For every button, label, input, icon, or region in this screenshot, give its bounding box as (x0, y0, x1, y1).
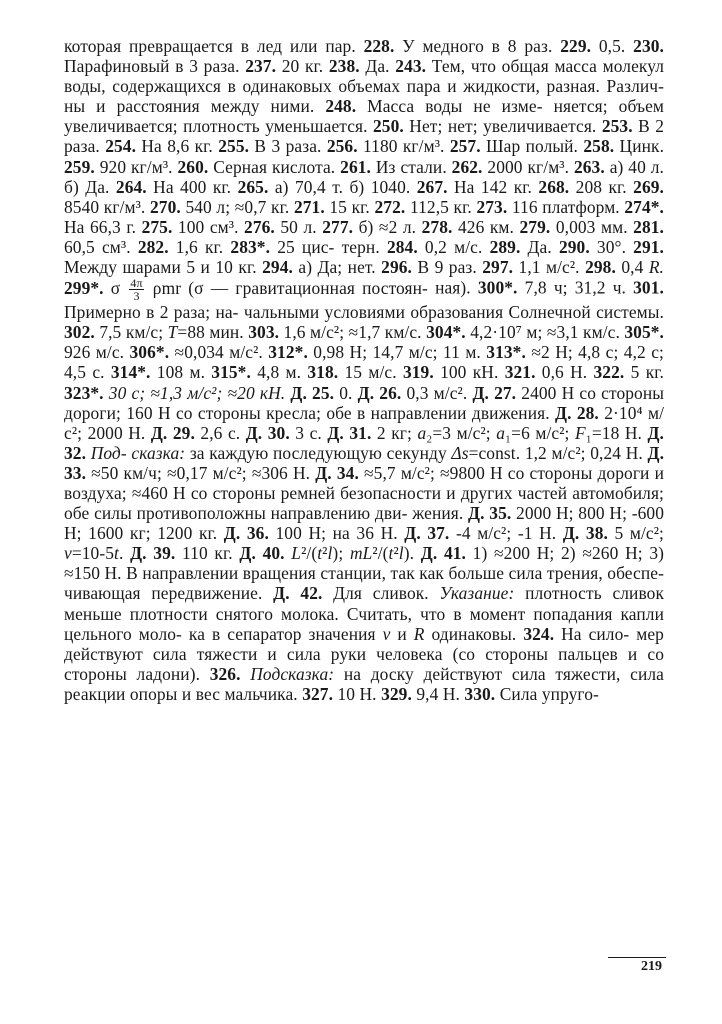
italic-text: t (317, 543, 323, 564)
problem-number: 301. (633, 277, 664, 298)
text-line: 265. а) 70,4 т. б) 1040. 267. На 142 кг. 268. 208 кг. (237, 176, 627, 197)
italic-text: Δs (451, 442, 469, 463)
problem-number: 257. (449, 136, 481, 157)
problem-number: 261. (340, 156, 371, 177)
problem-number: 271. (293, 196, 325, 217)
problem-number: 330. (464, 683, 496, 704)
problem-number: 259. (64, 156, 95, 177)
problem-number: 324. (523, 623, 555, 644)
text-line: стали. 262. 2000 кг/м³. 263. а) 40 л. б) Да. 264. На 400 кг. (64, 156, 664, 197)
text-line: v=10-5t. Д. 39. 110 кг. Д. 40. L²/(t²l); mL²/(t²l). (64, 543, 415, 564)
fraction-numerator: 4π (130, 276, 143, 291)
problem-number: 319. (402, 362, 434, 383)
text-line: ≈460 Н со стороны ремней безопасности и других частей (131, 482, 568, 503)
problem-number: Д. 31. (327, 422, 372, 443)
italic-text: a (496, 422, 505, 443)
text-line: 279. 0,003 мм. 281. 60,5 см³. 282. 1,6 кг. 283*. 25 цис- (64, 216, 665, 257)
problem-number: Д. 32. (64, 422, 664, 463)
text-line: сказка: за каждую последующую секунду Δs=const. (131, 442, 521, 463)
italic-text: t (388, 543, 394, 564)
text-line: 304*. 4,2·10⁷ м; ≈3,1 км/с. 305*. 926 м/с. 306*. ≈0,034 м/с². (64, 322, 665, 363)
text-line: мер действуют сила тяжести и сила руки человека (со (64, 623, 664, 664)
problem-number: 281. (633, 216, 665, 237)
problem-number: 255. (218, 136, 250, 157)
text-line: 314*. 108 м. 315*. 4,8 м. 318. 15 м/с. 319. 100 кН. (110, 362, 499, 383)
text-line: чальными условиями образования Солнечной системы. (243, 302, 664, 323)
problem-number: 282. (137, 236, 169, 257)
text-line: ная). 300*. 7,8 ч; 31,2 ч. 301. Примерно в 2 раза; на- (64, 277, 664, 323)
text-line: вращения станции, так как больше сила трения, обеспе- (242, 563, 664, 584)
text-line: 302. 7,5 км/с; T=88 мин. 303. 1,6 м/с²; ≈1,7 км/с. (64, 322, 422, 343)
problem-number: Д. 27. (472, 382, 517, 403)
text-line: Считать, что в момент попадания капли цельного моло- (64, 603, 664, 644)
text-line: 275. 100 см³. 276. 50 л. 277. б) ≈2 л. 278. 426 км. (141, 216, 514, 237)
problem-number: 322. (593, 362, 625, 383)
problem-number: 305*. (624, 322, 665, 343)
problem-number: 315*. (211, 362, 251, 383)
text-line: Д. 41. 1) ≈200 Н; 2) ≈260 Н; 3) ≈150 Н. В направлении (64, 543, 665, 584)
italic-text: Под- (90, 442, 127, 463)
problem-number: 275. (141, 216, 173, 237)
answers-text (64, 36, 664, 704)
text-line: чивающая передвижение. Д. 42. Для сливок. Указание: (64, 583, 515, 604)
text-line: 243. Тем, что общая масса молекул воды, содержащихся (64, 56, 664, 97)
problem-number: 291. (633, 236, 665, 257)
text-line: 1,2 м/с²; 0,24 Н. Д. 33. ≈50 км/ч; ≈0,17 м/с²; ≈306 Н. (64, 442, 665, 483)
problem-number: 312*. (268, 342, 308, 363)
problem-number: 228. (363, 36, 395, 56)
problem-number: Д. 39. (130, 543, 176, 564)
problem-number: 303. (248, 322, 280, 343)
text-line: автомобиля; обе силы противоположны направлению дви- (64, 482, 664, 524)
text-line: Д. 31. 2 кг; a₂=3 м/с²; a₁=6 м/с²; F₁=18 Н. Д. 32. Под- (64, 422, 664, 463)
italic-text: l (398, 543, 404, 564)
text-line: 5 и 10 кг. 294. а) Да; нет. 296. В 9 раз. 297. 1,1 м/с². (186, 257, 580, 278)
italic-text: t (114, 543, 119, 564)
problem-number: 256. (326, 136, 358, 157)
text-line: 298. 0,4 R. 299*. σ $\frac{4\pi}{3}$ ρmr (σ — гравитационная постоян- (64, 257, 664, 304)
problem-number: 313*. (486, 342, 526, 363)
problem-number: 318. (307, 362, 339, 383)
answers-page (64, 36, 664, 704)
text-line: ны и расстояния между ними. 248. Масса воды не изме- (64, 96, 543, 117)
problem-number: 283*. (230, 236, 271, 257)
italic-text: L (291, 543, 302, 564)
problem-number: 265. (237, 176, 269, 197)
problem-number: Д. 26. (357, 382, 402, 403)
text-line: плотность сливок меньше плотности снятого молока. (64, 583, 664, 624)
text-line: 272. 112,5 кг. 273. 116 платформ. 274*. На 66,3 г. (64, 196, 664, 237)
problem-number: Д. 25. (290, 382, 335, 403)
problem-number: 274*. (624, 196, 664, 217)
problem-number: 250. (373, 116, 404, 137)
italic-text: R (413, 623, 425, 644)
italic-text: a (417, 422, 427, 443)
problem-number: 284. (386, 236, 418, 257)
italic-text: v (64, 543, 72, 564)
problem-number: 237. (245, 56, 277, 77)
page-footer (608, 957, 666, 975)
text-line: 321. 0,6 Н. 322. 5 кг. 323*. 30 с; ≈1,3 м/с²; ≈20 кН. (64, 362, 664, 403)
italic-text: v (382, 623, 391, 644)
problem-number: 260. (177, 156, 209, 177)
problem-number: 321. (504, 362, 536, 383)
text-line: 229. 0,5. 230. Парафиновый в 3 раза. 237. 20 кг. 238. Да. (64, 36, 665, 77)
problem-number: 290. (558, 236, 590, 257)
problem-number: 267. (416, 176, 448, 197)
problem-number: 304*. (426, 322, 466, 343)
italic-text: Подсказка: (250, 663, 335, 684)
problem-number: 302. (64, 322, 95, 343)
problem-number: 269. (633, 176, 664, 197)
text-line: ка в сепаратор значения v и R одинаковы. 324. На сило- (188, 623, 630, 644)
text-line: 269. 8540 кг/м³. 270. 540 л; ≈0,7 кг. 271. 15 кг. (64, 176, 664, 217)
problem-number: Д. 35. (468, 503, 512, 524)
italic-text: l (327, 543, 333, 564)
fraction-denominator: 3 (133, 289, 140, 304)
text-line: в одинаковых объемах пара и жидкости, разная. Различ- (227, 76, 664, 97)
problem-number: 268. (538, 176, 570, 197)
problem-number: 296. (381, 257, 413, 278)
text-line: Д. 28. 2·10⁴ м/с²; 2000 Н. Д. 29. 2,6 с. Д. 30. 3 с. (64, 402, 665, 443)
problem-number: 278. (421, 216, 453, 237)
problem-number: Д. 28. (555, 402, 599, 423)
text-line: стороны пальцев и со стороны ладони). 326. Подсказка: (64, 643, 664, 684)
italic-text: F (574, 422, 586, 443)
text-line: няется; объем увеличивается; плотность уменьшается. (64, 96, 664, 137)
page-number: 219 (641, 959, 662, 974)
text-line: которая превращается в лед или пар. 228. У медного в 8 раз. (64, 36, 553, 56)
text-line: вес мальчика. 327. 10 Н. 329. 9,4 Н. 330. Сила упруго- (195, 683, 599, 704)
text-line: терн. 284. 0,2 м/с. 289. Да. 290. 30°. 291. Между шарами (64, 236, 665, 278)
text-line: 160 Н со стороны кресла; обе в направлении движения. (126, 402, 550, 423)
problem-number: 323*. (64, 382, 104, 403)
text-line: 255. В 3 раза. 256. 1180 кг/м³. 257. Шар полый. (218, 136, 578, 157)
problem-number: 270. (149, 196, 181, 217)
problem-number: 294. (262, 257, 293, 278)
problem-number: 306*. (129, 342, 170, 363)
problem-number: Д. 34. (315, 462, 359, 483)
problem-number: 276. (244, 216, 275, 237)
problem-number: Д. 30. (245, 422, 290, 443)
problem-number: 299*. (64, 277, 104, 298)
problem-number: Д. 36. (223, 523, 269, 544)
problem-number: 230. (633, 36, 665, 56)
problem-number: Д. 40. (239, 543, 285, 564)
italic-text: T (167, 322, 178, 343)
fraction (129, 277, 143, 302)
italic-text: 30 с; ≈1,3 м/с²; ≈20 кН. (108, 382, 286, 403)
problem-number: 298. (585, 257, 616, 278)
problem-number: 273. (476, 196, 508, 217)
text-line: 250. Нет; нет; увеличивается. 253. В 2 раза. 254. На 8,6 кг. (64, 116, 665, 157)
italic-text: Указание: (439, 583, 515, 604)
problem-number: Д. 38. (562, 523, 608, 544)
text-line: Д. 36. 100 Н; на 36 Н. Д. 37. -4 м/с²; -1 Н. Д. 38. 5 м/с²; (223, 523, 664, 544)
problem-number: Д. 41. (420, 543, 466, 564)
problem-number: Д. 33. (64, 442, 665, 483)
problem-number: 327. (302, 683, 334, 704)
problem-number: 248. (325, 96, 357, 117)
italic-text: mL (349, 543, 373, 564)
problem-number: 297. (482, 257, 514, 278)
problem-number: 243. (395, 56, 427, 77)
problem-number: 253. (601, 116, 633, 137)
problem-number: 263. (573, 156, 605, 177)
text-line: на доску действуют сила тяжести, сила реакции опоры и (64, 663, 664, 704)
italic-text: сказка: (131, 442, 186, 463)
problem-number: Д. 42. (273, 583, 323, 604)
problem-number: 262. (451, 156, 483, 177)
text-line: Д. 34. ≈5,7 м/с²; ≈9800 Н со стороны дороги и воздуха; (64, 462, 664, 503)
problem-number: Д. 37. (404, 523, 450, 544)
problem-number: 289. (489, 236, 521, 257)
problem-number: 279. (519, 216, 551, 237)
problem-number: 326. (209, 663, 241, 684)
problem-number: 258. (583, 136, 615, 157)
text-line: Д. 25. 0. Д. 26. 0,3 м/с². Д. 27. 2400 Н со стороны дороги; (64, 382, 665, 423)
problem-number: 238. (328, 56, 360, 77)
text-line: 258. Цинк. 259. 920 кг/м³. 260. Серная кислота. 261. Из (64, 136, 665, 177)
problem-number: 229. (560, 36, 592, 56)
problem-number: 264. (115, 176, 147, 197)
problem-number: 272. (374, 196, 406, 217)
problem-number: 314*. (110, 362, 151, 383)
problem-number: 329. (381, 683, 412, 704)
problem-number: 254. (105, 136, 137, 157)
problem-number: Д. 29. (150, 422, 195, 443)
problem-number: 300*. (477, 277, 518, 298)
problem-number: 277. (322, 216, 354, 237)
italic-text: R. (648, 257, 664, 278)
text-line: 312*. 0,98 Н; 14,7 м/с; 11 м. 313*. ≈2 Н; 4,8 с; 4,2 с; 4,5 с. (64, 342, 664, 383)
text-line: жения. Д. 35. 2000 Н; 800 Н; -600 Н; 1600 кг; 1200 кг. (64, 503, 665, 544)
